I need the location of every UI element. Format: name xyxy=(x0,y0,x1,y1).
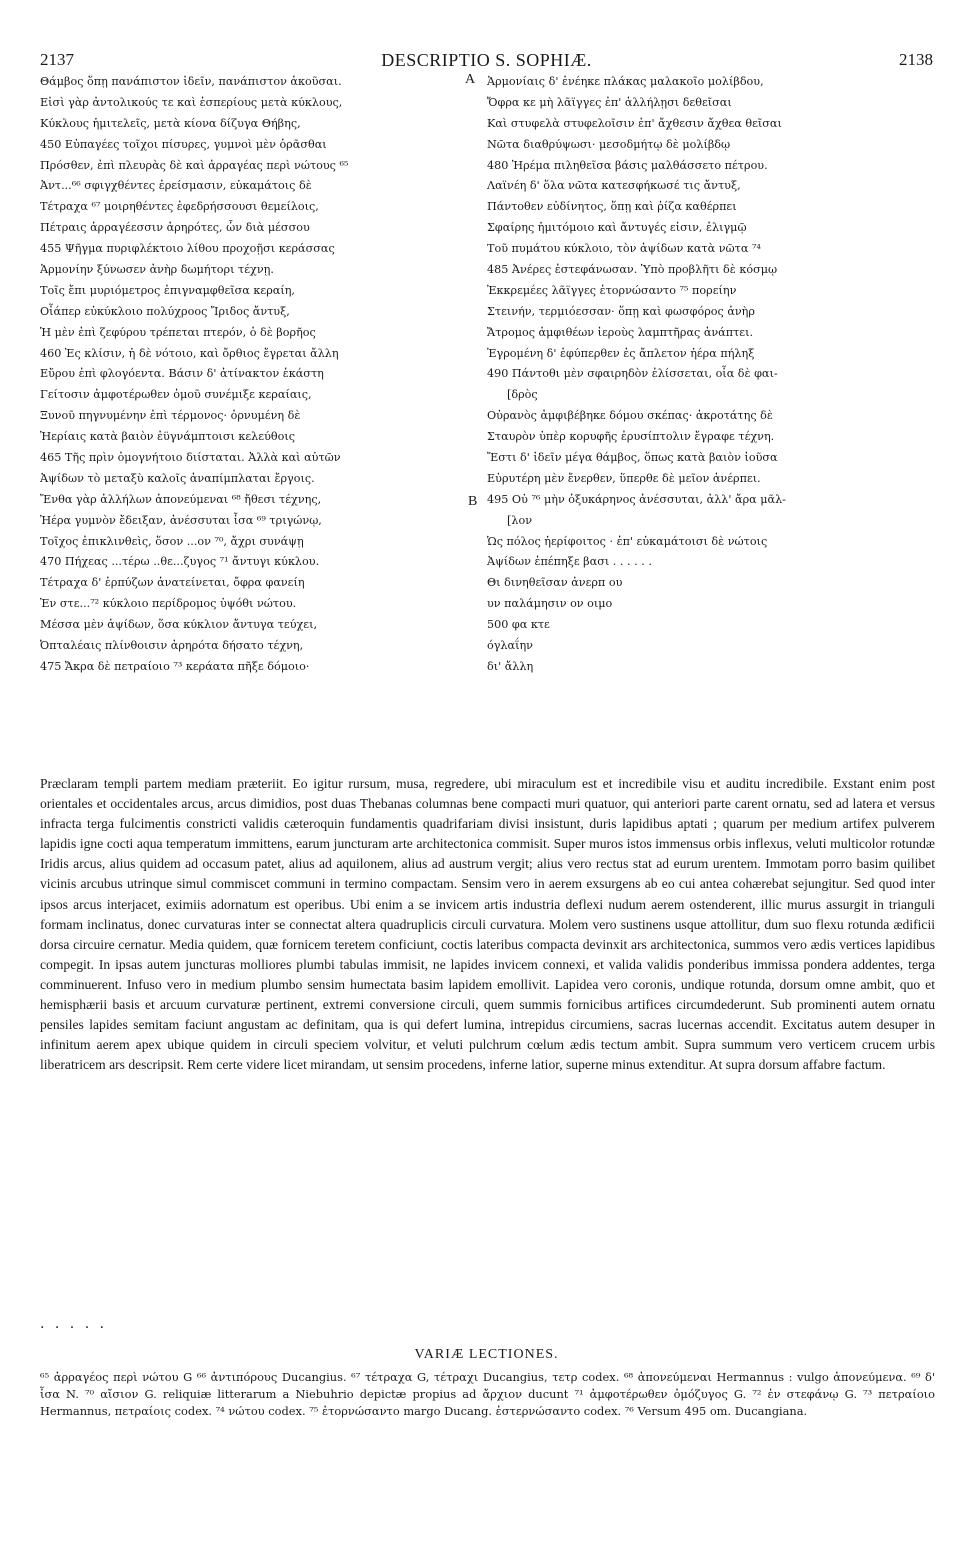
verse-line: Θάμβος ὅπῃ πανάπιστον ἰδεῖν, πανάπιστον ἀκοῦσαι. xyxy=(40,75,342,88)
verse-line: Ἀντ...⁶⁶ σφιγχθέντες ἐρείσμασιν, εὐκαμάτοις δὲ xyxy=(40,179,312,193)
verse-line: Ὄφρα κε μὴ λᾶϊγγες ἐπ' ἀλλήλῃσι δεθεῖσαι xyxy=(487,95,732,109)
verse-line: Ἀψίδων τὸ μεταξὺ καλοῖς ἀναπίμπλαται ἔργοις. xyxy=(40,471,315,485)
greek-text-right-column xyxy=(487,72,935,678)
page-number-left: 2137 xyxy=(40,50,74,69)
verse-line: [λον xyxy=(507,513,532,527)
verse-line: Οὐρανὸς ἀμφιβέβηκε δόμου σκέπας· ἀκροτάτης δὲ xyxy=(487,409,773,423)
verse-line: Ἀψίδων ἐπέπηξε βασι . . . . . . xyxy=(487,555,652,569)
column-marker-b: B xyxy=(468,494,478,509)
verse-line: Ξυνοῦ πηγνυμένην ἐπὶ τέρμονος· ὀρνυμένη δὲ xyxy=(40,409,301,423)
verse-line: Κύκλους ἡμιτελεῖς, μετὰ κίονα δίζυγα Θήβης, xyxy=(40,116,301,130)
verse-line: 480 Ἠρέμα πιληθεῖσα βάσις μαλθάσσετο πέτρου. xyxy=(487,158,768,172)
verse-line: υν παλάμησιν ον οιμο xyxy=(487,597,613,611)
verse-line: 475 Ἄκρα δὲ πετραίοιο ⁷³ κεράατα πῆξε δόμοιο· xyxy=(40,659,310,673)
verse-line: Τέτραχα ⁶⁷ μοιρηθέντες ἐφεδρήσσουσι θεμείλοις, xyxy=(40,200,319,214)
verse-line: Ἐγρομένη δ' ἐφύπερθεν ἐς ἄπλετον ἠέρα πήληξ xyxy=(487,346,755,360)
verse-line: Γείτοσιν ἀμφοτέρωθεν ὁμοῦ συνέμιξε κεραίαις, xyxy=(40,388,312,402)
verse-line: Ἔστι δ' ἰδεῖν μέγα θάμβος, ὅπως κατὰ βαιὸν ἰοῦσα xyxy=(487,451,778,465)
verse-line: Ἠέρα γυμνὸν ἔδειξαν, ἀνέσσυται ἶσα ⁶⁹ τριγώνῳ, xyxy=(40,513,322,527)
verse-line: Στεινήν, τερμιόεσσαν· ὅπῃ καὶ φωσφόρος ἀνὴρ xyxy=(487,304,755,318)
verse-line: Θι δινηθεῖσαν ἀνερπ ου xyxy=(487,576,623,590)
column-marker-a: A xyxy=(465,72,476,87)
verse-line: 485 Ἀνέρες ἐστεφάνωσαν. Ὑπὸ προβλῆτι δὲ κόσμῳ xyxy=(487,263,778,277)
verse-line: 460 Ἐς κλίσιν, ἡ δὲ νότοιο, καὶ ὄρθιος ἔγρεται ἄλλη xyxy=(40,346,339,360)
page-number-right: 2138 xyxy=(899,50,933,69)
verse-line: [δρὸς xyxy=(507,388,538,402)
verse-line: Ὀπταλέαις πλίνθοισιν ἀρηρότα δήσατο τέχνη, xyxy=(40,639,304,653)
verse-line: Πέτραις ἀρραγέεσσιν ἀρηρότες, ὧν διὰ μέσσου xyxy=(40,221,310,235)
variae-lectiones-heading: VARIÆ LECTIONES. xyxy=(414,1347,559,1362)
verse-line: Τοῖς ἔπι μυριόμετρος ἐπιγναμφθεῖσα κεραίη, xyxy=(40,283,295,297)
latin-translation: Præclaram templi partem mediam præteriit. Eo igitur rursum, musa, regredere, ubi miraculum est et incredibile visu et auditu incredibile. Exstant enim post orientales et occidentales arcus, arcus dimidios, post duas Thebanas columnas bene compacti muri quatuor, qui anteriori parte carent ornatu, sed ad latera et versus infracta terga fulcimentis constricti validis cæteroquin fundamentis quadrifariam divisi insistunt, duris lapidibus aptati ; quarum per medium artifex pulverem lapidis igne cocti aqua temperatum immittens, earum juncturam arte architectonica commisit. Super muros istos immensus orbis inflexus, veluti multicolor rotundæ Iridis arcus, alius quidem ad occasum patet, alius ad aquilonem, alius ad austrum vergit; alius vero rectus stat ad eurum urentem. Immotam porro basim quilibet vicinis arcubus utrinque simul commiscet communi in termino compactam. Sensim vero in aerem exsurgens ab eo cui antea cohærebat sejungitur. Sed quod inter ipsos arcus interjacet, eximiis adornatum est operibus. Ubi enim a se invicem artis industria deflexi nudum aerem ostenderent, illic murus assurgit in trianguli formam inclinatus, donec curvaturas inter se connectat altera quadruplicis circuli curvatura. Molem vero sustinens usque attollitur, dum suo flexu rotunda ædificii dorsa circuire cernatur. Media quidem, quæ fornicem teretem conficiunt, coctis lateribus compacta devinxit ars architectonica, summos vero ædis vertices lapidibus compegit. In ipsas autem juncturas molliores plumbi tabulas immisit, ne lapides invicem connexi, et valida validis ponderibus immissa pondera addentes, terga comminuerent. Infuso vero in medium plumbo sensim humectata basim lapidem emollivit. Lapidea vero coronis, undique rotunda, dorsum omne ambit, quo et hemisphærii basis et arcuum curvaturæ pertinent, extremi conversione circuli, quem summis fornicibus artifices circumdederunt. Sub prominenti autem ornatu pensiles lapides semitam faciunt angustam ac definitam, qua is qui defert lumina, intrepidus circumiens, sacras lucernas accendit. Excitatus autem desuper in infinitum aerem apex ubique quidem in circuli speciem volvitur, et veluti pulchrum cœlum ædis tectum ambit. Supra summum vero verticem crucem urbis liberatricem ars descripsit. Rem certe videre licet mirandam, ut sensim procedens, inferne latior, superne minus extenditur. At supra dorsum affabre factum. xyxy=(40,776,935,1073)
verse-line: 500 φα κτε xyxy=(487,618,550,632)
verse-line: όγλαΐην xyxy=(487,639,533,653)
verse-line: 450 Εὐπαγέες τοῖχοι πίσυρες, γυμνοὶ μὲν ὁρᾶσθαι xyxy=(40,137,327,151)
verse-line: Πρόσθεν, ἐπὶ πλευρὰς δὲ καὶ ἀρραγέας περὶ νώτους ⁶⁵ xyxy=(40,158,349,172)
verse-line: Σταυρὸν ὑπὲρ κορυφῆς ἐρυσίπτολιν ἔγραφε τέχνη. xyxy=(487,430,775,444)
greek-text-left-column xyxy=(40,72,465,678)
verse-line: 495 Οὐ ⁷⁶ μὴν ὀξυκάρηνος ἀνέσσυται, ἀλλ' ἄρα μᾶλ- xyxy=(487,492,786,506)
variae-lectiones-notes: ⁶⁵ ἀρραγέος περὶ νώτου G ⁶⁶ ἀντιπόρους Ducangius. ⁶⁷ τέτραχα G, τέτραχι Ducangius, τετρ codex. ⁶⁸ ἀπονεύμεναι Hermannus : vulgo ἀπονεύμενα. ⁶⁹ δ' ἶσα N. ⁷⁰ αἴσιον G. reliquiæ litterarum a Niebuhrio depictæ propius ad ἄρχιον ducunt ⁷¹ ἀμφοτέρωθεν ὁμόζυγος G. ⁷² ἐν στεφάνῳ G. ⁷³ πετραίοιο Hermannus, πετραίοις codex. ⁷⁴ νώτου codex. ⁷⁵ ἐτορνώσαντο margo Ducang. ἐστερνώσαντο codex. ⁷⁶ Versum 495 om. Ducangiana. xyxy=(40,1370,935,1418)
verse-line: 455 Ψῆγμα πυριφλέκτοιο λίθου προχοῇσι κεράσσας xyxy=(40,242,335,256)
verse-line: Καὶ στυφελὰ στυφελοῖσιν ἐπ' ἄχθεσιν ἄχθεα θεῖσαι xyxy=(487,116,782,130)
verse-line: Εὐρυτέρη μὲν ἔνερθεν, ὕπερθε δὲ μεῖον ἀνέρπει. xyxy=(487,471,761,485)
verse-line: Ἁρμονίαις δ' ἐνέηκε πλάκας μαλακοῖο μολίβδου, xyxy=(487,75,764,88)
verse-line: Ἐν στε...⁷² κύκλοιο περίδρομος ὑψόθι νώτου. xyxy=(40,597,297,611)
verse-line: Εὔρου ἐπὶ φλογόεντα. Βάσιν δ' ἀτίνακτον ἑκάστη xyxy=(40,367,324,381)
verse-line: Λαϊνέη δ' ὅλα νῶτα κατεσφήκωσέ τις ἄντυξ, xyxy=(487,179,741,193)
verse-line: Τοῖχος ἐπικλινθεὶς, ὅσον ...ον ⁷⁰, ἄχρι συνάψῃ xyxy=(40,534,304,548)
verse-line: Οἷάπερ εὐκύκλοιο πολύχροος Ἴριδος ἄντυξ, xyxy=(40,304,290,318)
verse-line: 490 Πάντοθι μὲν σφαιρηδὸν ἐλίσσεται, οἷα δὲ φαι- xyxy=(487,367,778,381)
verse-line: δι' ἄλλη xyxy=(487,659,534,673)
verse-line: Πάντοθεν εὐδίνητος, ὅπῃ καὶ ῥίζα καθέρπει xyxy=(487,200,737,214)
verse-line: 470 Πήχεας ...τέρω ..θε...ζυγος ⁷¹ ἄντυγι κύκλου. xyxy=(40,555,320,569)
running-title: DESCRIPTIO S. SOPHIÆ. xyxy=(381,50,592,70)
running-header xyxy=(40,50,933,74)
verse-line: Ἡ μὲν ἐπὶ ζεφύρου τρέπεται πτερόν, ὁ δὲ βορῆος xyxy=(40,325,316,339)
verse-line: Νῶτα διαθρύψωσι· μεσοδμήτῳ δὲ μολίβδῳ xyxy=(487,137,731,151)
verse-line: Μέσσα μὲν ἀψίδων, ὅσα κύκλιον ἄντυγα τεύχει, xyxy=(40,618,318,632)
ellipsis-separator: . . . . . xyxy=(40,1316,108,1332)
verse-line: 465 Τῆς πρὶν ὁμογνήτοιο διίσταται. Ἀλλὰ καὶ αὐτῶν xyxy=(40,451,341,465)
verse-line: Εἰσὶ γὰρ ἀντολικούς τε καὶ ἑσπερίους μετὰ κύκλους, xyxy=(40,95,343,109)
verse-line: Τέτραχα δ' ἑρπύζων ἀνατείνεται, ὄφρα φανείη xyxy=(40,576,305,590)
verse-line: Τοῦ πυμάτου κύκλοιο, τὸν ἀψίδων κατὰ νῶτα ⁷⁴ xyxy=(487,242,761,256)
verse-line: Ἁρμονίην ξύνωσεν ἀνὴρ δωμήτορι τέχνῃ. xyxy=(40,263,274,277)
verse-line: Ἄτρομος ἀμφιθέων ἱεροὺς λαμπτῆρας ἀνάπτει. xyxy=(487,325,754,339)
verse-line: Σφαίρης ἡμιτόμοιο καὶ ἄντυγές εἰσιν, ἐλιγμῷ xyxy=(487,221,747,235)
verse-line: Ἔνθα γὰρ ἀλλήλων ἀπονεύμεναι ⁶⁸ ἤθεσι τέχνης, xyxy=(40,492,322,506)
verse-line: Ὡς πόλος ἠερίφοιτος · ἐπ' εὐκαμάτοισι δὲ νώτοις xyxy=(487,534,768,548)
verse-line: Ἐκκρεμέες λᾶϊγγες ἐτορνώσαντο ⁷⁵ πορείην xyxy=(487,283,737,297)
verse-line: Ἠερίαις κατὰ βαιὸν ἐϋγνάμπτοισι κελεύθοις xyxy=(40,430,295,444)
